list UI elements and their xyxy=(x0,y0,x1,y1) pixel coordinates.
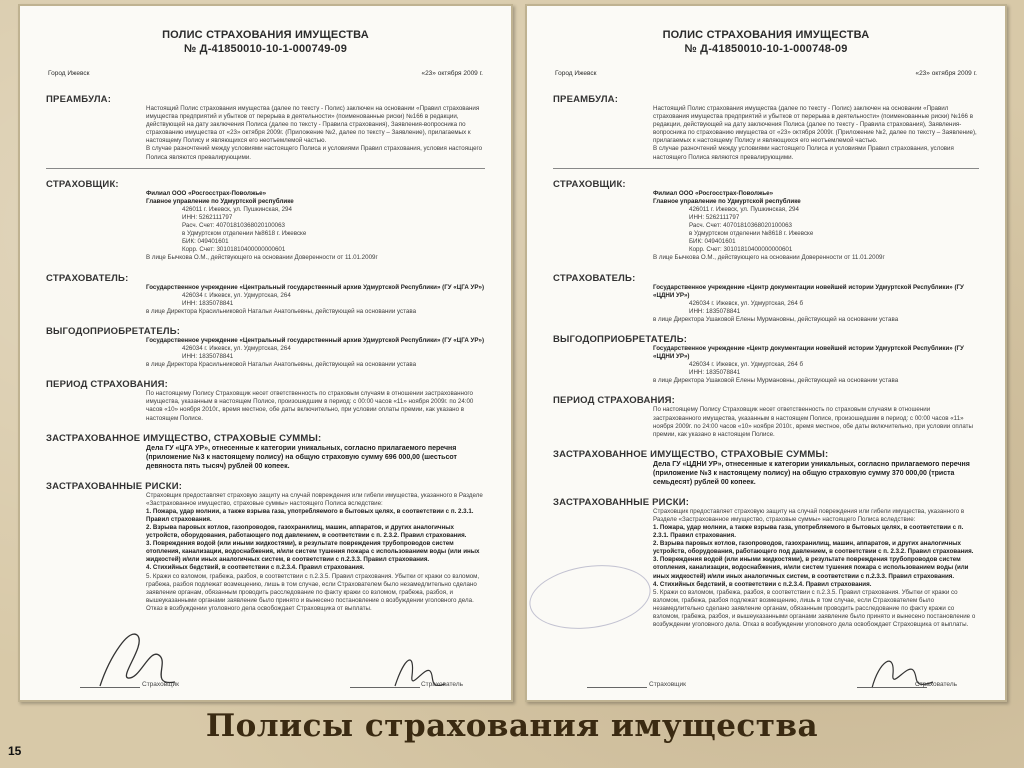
beneficiary-representative: в лице Директора Красильниковой Натальи Анатольевны, действующей на основании устава xyxy=(146,361,417,369)
risk-item: 3. Повреждения водой (или иными жидкостями), в результате повреждения трубопроводов систем отопления, канализации, водоснабжения, и/или систем тушения пожара с использованием воды (или иных жидкостей) и/или иных аналогичных систем, в соответствии с п.2.3.3. Правил страхования. xyxy=(653,556,969,580)
section-insurer xyxy=(553,169,979,263)
section-beneficiary xyxy=(46,316,485,369)
signature-policyholder xyxy=(390,646,450,696)
policyholder-address: 426034 г. Ижевск, ул. Удмуртская, 264 б xyxy=(689,299,804,307)
policyholder-representative: в лице Директора Ушаковой Елены Мурмановны, действующей на основании устава xyxy=(653,315,899,323)
signature-line xyxy=(350,687,420,688)
beneficiary-inn: ИНН: 1835078841 xyxy=(182,353,234,361)
signature-label-insurer: Страховщик xyxy=(142,681,179,688)
period-text: По настоящему Полису Страховщик несет ответственность по страховым случаям в отношении застрахованного имущества, указанным в настоящем Полисе, произошедшим в период: с 00:00 часов «11» ноября 2009г. по 24:00 часов «10» ноября 2010г., время местное, обе даты включительно, при условии оплаты премии, как указано в настоящем Полисе. xyxy=(146,390,474,422)
section-property xyxy=(46,423,485,471)
section-heading: ПРЕАМБУЛА: xyxy=(553,94,619,105)
beneficiary-representative: в лице Директора Ушаковой Елены Мурмановны, действующей на основании устава xyxy=(653,377,899,385)
signature-label-policyholder: Страхователь xyxy=(420,681,463,688)
risks-intro: Страховщик предоставляет страховую защиту на случай повреждения или гибели имущества, указанного в Разделе «Застрахованное имущество, страховые суммы» настоящего Полиса вследствие: xyxy=(146,491,483,507)
section-heading: ЗАСТРАХОВАННОЕ ИМУЩЕСТВО, СТРАХОВЫЕ СУММЫ: xyxy=(553,448,829,460)
section-preamble xyxy=(46,84,485,169)
beneficiary-inn: ИНН: 1835078841 xyxy=(689,369,741,377)
section-property xyxy=(553,439,979,487)
preamble-text-2: В случае разночтений между условиями настоящего Полиса и условиями Правил страхования, условия настоящего Полиса являются превалирующими. xyxy=(653,145,954,161)
document-title: ПОЛИС СТРАХОВАНИЯ ИМУЩЕСТВА № Д-41850010-10-1-000748-09 xyxy=(527,28,1005,56)
policyholder-address: 426034 г. Ижевск, ул. Удмуртская, 264 xyxy=(182,291,291,299)
policyholder-name: Государственное учреждение «Центр документации новейшей истории Удмуртской Республики» (ГУ «ЦДНИ УР») xyxy=(653,283,964,299)
section-insurer xyxy=(46,169,485,263)
insurer-representative: В лице Бычкова О.М., действующего на основании Доверенности от 11.01.2009г xyxy=(146,254,378,262)
period-text: По настоящему Полису Страховщик несет ответственность по страховым случаям в отношении застрахованного имущества, указанным в настоящем Полисе, произошедшим в период: с 00:00 часов «11» ноября 2009г. по 24:00 часов «10» ноября 2010г., время местное, обе даты включительно, при условии оплаты премии, как указано в настоящем Полисе. xyxy=(653,406,973,438)
insurer-inn: ИНН: 5262111797 xyxy=(689,213,740,221)
insurer-bik: БИК: 049401601 xyxy=(689,238,736,246)
insurer-account: Расч. Счет: 40701810368020100063 xyxy=(689,222,793,230)
preamble-text-2: В случае разночтений между условиями настоящего Полиса и условиями Правил страхования, условия настоящего Полиса являются превалирующими. xyxy=(146,145,483,161)
section-policyholder xyxy=(553,263,979,324)
section-heading: ВЫГОДОПРИОБРЕТАТЕЛЬ: xyxy=(46,325,181,337)
beneficiary-name: Государственное учреждение «Центр документации новейшей истории Удмуртской Республики» (ГУ «ЦДНИ УР») xyxy=(653,344,964,361)
risk-item: 5. Кражи со взломом, грабежа, разбоя, в соответствии с п.2.3.5. Правил страхования. Убытки от кражи со взломом, грабежа, разбоя подлежат возмещению, лишь в том случае, если Страхователем было незамедлительно сделано заявление органам, обязанным проводить расследование по факту кражи со взломом, грабежа, разбоя, и вышеуказанными органами заявление было принято и вынесено постановление о возбуждении уголовного дела. Отказ в возбуждении уголовного дела освобождает Страховщика от выплаты. xyxy=(653,588,976,629)
section-heading: ЗАСТРАХОВАННОЕ ИМУЩЕСТВО, СТРАХОВЫЕ СУММЫ: xyxy=(46,432,322,444)
risk-item: 4. Стихийных бедствий, в соответствии с п.2.3.4. Правил страхования. xyxy=(146,564,365,572)
signature-line xyxy=(587,687,647,688)
section-heading: ЗАСТРАХОВАННЫЕ РИСКИ: xyxy=(46,480,183,492)
section-heading: СТРАХОВАТЕЛЬ: xyxy=(46,272,129,284)
beneficiary-address: 426034 г. Ижевск, ул. Удмуртская, 264 xyxy=(182,344,291,352)
risk-item: 3. Повреждения водой (или иными жидкостями), в результате повреждения трубопроводов систем отопления, канализации, водоснабжения, и/или систем тушения пожара с использованием воды (или иных жидкостей) и/или иных аналогичных систем, в соответствии с п.2.3.3. Правил страхования. xyxy=(146,540,480,564)
section-heading: ПЕРИОД СТРАХОВАНИЯ: xyxy=(46,379,168,391)
insurer-inn: ИНН: 5262111797 xyxy=(182,213,233,221)
meta-row xyxy=(48,70,483,84)
insurer-address: 426011 г. Ижевск, ул. Пушкинская, 294 xyxy=(182,205,292,213)
policyholder-representative: в лице Директора Красильниковой Натальи Анатольевны, действующей на основании устава xyxy=(146,307,417,315)
preamble-text: Настоящий Полис страхования имущества (далее по тексту - Полис) заключен на основании «Правил страхования имущества предприятий и убытков от перерыва в деятельности» (поименованные риски) №166 в редакции, действующей на дату заключения Полиса (далее по тексту - Правила страхования), Заявления-вопросника по страхованию имущества от «23» октября 2009г. (Приложение №2, далее по тексту – Заявление), прилагаемых к настоящему Полису и являющихся его неотъемлемой частью. xyxy=(146,105,480,145)
policyholder-inn: ИНН: 1835078841 xyxy=(182,299,234,307)
insurer-name: Филиал ООО «Росгосстрах-Поволжье» xyxy=(146,189,267,197)
preamble-text: Настоящий Полис страхования имущества (далее по тексту - Полис) заключен на основании «Правил страхования имущества предприятий и убытков от перерыва в деятельности» (поименованные риски) №166 в редакции, действующей на дату заключения Полиса (далее по тексту - Правила страхования), Заявления-вопросника по страхованию имущества от «23» октября 2009г. (Приложение №2, далее по тексту – Заявление), прилагаемых к настоящему Полису и являющихся его неотъемлемой частью. xyxy=(653,105,977,145)
risk-item: 1. Пожара, удар молнии, а также взрыва газа, употребляемого в бытовых целях, в соответствии с п. 2.3.1. Правил страхования. xyxy=(653,524,964,540)
signature-line xyxy=(80,687,140,688)
insurer-bik: БИК: 049401601 xyxy=(182,238,229,246)
signature-label-policyholder: Страхователь xyxy=(914,681,957,688)
section-preamble xyxy=(553,84,979,169)
date: «23» октября 2009 г. xyxy=(915,70,977,77)
insurer-account: Расч. Счет: 40701810368020100063 xyxy=(182,222,286,230)
slide-caption: Полисы страхования имущества xyxy=(205,708,819,744)
beneficiary-name: Государственное учреждение «Центральный государственный архив Удмуртской Республики» (ГУ «ЦГА УР») xyxy=(146,336,485,344)
insurer-bank: в Удмуртском отделении №8618 г. Ижевске xyxy=(689,230,814,238)
city: Город Ижевск xyxy=(555,70,597,77)
policy-document-right xyxy=(525,4,1007,702)
section-beneficiary xyxy=(553,324,979,385)
insurer-corr-account: Корр. Счет: 30101810400000000601 xyxy=(182,246,286,254)
section-heading: СТРАХОВЩИК: xyxy=(553,178,626,190)
city: Город Ижевск xyxy=(48,70,90,77)
policyholder-name: Государственное учреждение «Центральный государственный архив Удмуртской Республики» (ГУ «ЦГА УР») xyxy=(146,283,485,291)
meta-row xyxy=(555,70,977,84)
section-heading: ЗАСТРАХОВАННЫЕ РИСКИ: xyxy=(553,496,690,508)
slide-number: 15 xyxy=(8,744,22,758)
section-heading: СТРАХОВАТЕЛЬ: xyxy=(553,272,636,284)
section-heading: ВЫГОДОПРИОБРЕТАТЕЛЬ: xyxy=(553,333,688,345)
insurer-representative: В лице Бычкова О.М., действующего на основании Доверенности от 11.01.2009г xyxy=(653,254,885,262)
section-period xyxy=(46,369,485,422)
section-period xyxy=(553,385,979,438)
property-text: Дела ГУ «ЦДНИ УР», отнесенные к категории уникальных, согласно прилагаемого перечня (приложение №3 к настоящему полису) на общую страховую сумму 370 000,00 (триста семьдесят) рублей 00 копеек. xyxy=(653,460,970,486)
policyholder-inn: ИНН: 1835078841 xyxy=(689,307,741,315)
section-heading: ПРЕАМБУЛА: xyxy=(46,94,112,105)
risk-item: 4. Стихийных бедствий, в соответствии с п.2.3.4. Правил страхования. xyxy=(653,580,872,588)
risk-item: 2. Взрыва паровых котлов, газопроводов, газохранилищ, машин, аппаратов, и других аналогичных устройств, оборудования, работающего под давлением, в соответствии с п. 2.3.2. Правил страхования. xyxy=(653,540,974,556)
section-heading: СТРАХОВЩИК: xyxy=(46,178,119,190)
date: «23» октября 2009 г. xyxy=(421,70,483,77)
policy-document-left xyxy=(18,4,513,702)
insurer-division: Главное управление по Удмуртской республике xyxy=(146,197,294,205)
document-title: ПОЛИС СТРАХОВАНИЯ ИМУЩЕСТВА № Д-41850010-10-1-000749-09 xyxy=(20,28,511,56)
insurer-bank: в Удмуртском отделении №8618 г. Ижевске xyxy=(182,230,307,238)
insurer-name: Филиал ООО «Росгосстрах-Поволжье» xyxy=(653,189,774,197)
insurer-division: Главное управление по Удмуртской республике xyxy=(653,197,801,205)
policy-number: № Д-41850010-10-1-000748-09 xyxy=(684,43,848,55)
insurer-address: 426011 г. Ижевск, ул. Пушкинская, 294 xyxy=(689,205,799,213)
risk-item: 1. Пожара, удар молнии, а также взрыва газа, употребляемого в бытовых целях, в соответствии с п. 2.3.1. Правил страхования. xyxy=(146,507,474,523)
signature-label-insurer: Страховщик xyxy=(649,681,686,688)
risk-item: 5. Кражи со взломом, грабежа, разбоя, в соответствии с п.2.3.5. Правил страхования. Убытки от кражи со взломом, грабежа, разбоя подлежат возмещению, лишь в том случае, если Страхователем было незамедлительно сделано заявление органам, обязанным проводить расследование по факту кражи со взломом, грабежа, разбоя, и вышеуказанными органами заявление было принято и вынесено постановление о возбуждении уголовного дела. Отказ в возбуждении уголовного дела освобождает Страховщика от выплаты. xyxy=(146,572,480,612)
insurer-corr-account: Корр. Счет: 30101810400000000601 xyxy=(689,246,793,254)
risks-intro: Страховщик предоставляет страховую защиту на случай повреждения или гибели имущества, указанного в Разделе «Застрахованное имущество, страховые суммы» настоящего Полиса вследствие: xyxy=(653,507,965,523)
policy-number: № Д-41850010-10-1-000749-09 xyxy=(183,43,348,55)
beneficiary-address: 426034 г. Ижевск, ул. Удмуртская, 264 б xyxy=(689,361,804,369)
property-text: Дела ГУ «ЦГА УР», отнесенные к категории уникальных, согласно прилагаемого перечня (приложение №3 к настоящему полису) на общую страховую сумму 696 000,00 (шестьсот девяноста пять тысяч) рублей 00 копеек. xyxy=(146,444,457,470)
risk-item: 2. Взрыва паровых котлов, газопроводов, газохранилищ, машин, аппаратов, и других аналогичных устройств, оборудования, работающего под давлением, в соответствии с п. 2.3.2. Правил страхования. xyxy=(146,524,467,540)
section-policyholder xyxy=(46,263,485,316)
signature-policyholder xyxy=(867,646,937,696)
section-risks xyxy=(46,471,485,613)
section-heading: ПЕРИОД СТРАХОВАНИЯ: xyxy=(553,395,675,407)
